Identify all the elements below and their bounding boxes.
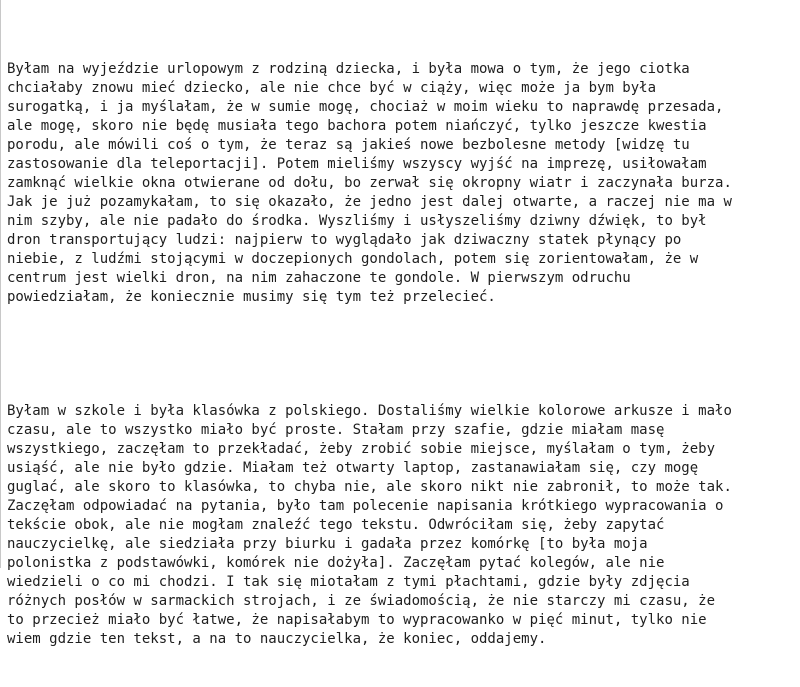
text-line: Jak je już pozamykałam, to się okazało, że jedno jest dalej otwarte, a raczej nie ma w bbox=[7, 194, 732, 210]
text-line: polonistka z podstawówki, komórek nie dożyła]. Zaczęłam pytać kolegów, ale nie bbox=[7, 555, 665, 571]
paragraph-gap bbox=[7, 345, 797, 364]
text-line: nim szyby, ale nie padało do środka. Wyszliśmy i usłyszeliśmy dziwny dźwięk, to był bbox=[7, 213, 707, 229]
text-line: zamknąć wielkie okna otwierane od dołu, bo zerwał się okropny wiatr i zaczynała burza. bbox=[7, 175, 732, 191]
text-line: Zaczęłam odpowiadać na pytania, było tam polecenie napisania krótkiego wypracowania o bbox=[7, 498, 724, 514]
text-content[interactable] bbox=[7, 22, 797, 687]
text-line: Byłam w szkole i była klasówka z polskiego. Dostaliśmy wielkie kolorowe arkusze i mało bbox=[7, 403, 732, 419]
text-line: guglać, ale skoro to klasówka, to chyba nie, ale skoro nikt nie zabronił, to może tak. bbox=[7, 479, 732, 495]
text-line: wszystkiego, zaczęłam to przekładać, żeby zrobić sobie miejsce, myślałam o tym, żeby bbox=[7, 441, 716, 457]
text-line: ale mogę, skoro nie będę musiała tego bachora potem niańczyć, tylko jeszcze kwestia bbox=[7, 118, 707, 134]
text-line: wiedzieli o co mi chodzi. I tak się miotałam z tymi płachtami, gdzie były zdjęcia bbox=[7, 574, 690, 590]
text-line: powiedziałam, że koniecznie musimy się tym też przelecieć. bbox=[7, 289, 496, 305]
text-line: wiem gdzie ten tekst, a na to nauczycielka, że koniec, oddajemy. bbox=[7, 631, 547, 647]
text-line: porodu, ale mówili coś o tym, że teraz są jakieś nowe bezbolesne metody [widzę tu bbox=[7, 137, 690, 153]
text-line: nauczycielkę, ale siedziała przy biurku i gadała przez komórkę [to była moja bbox=[7, 536, 648, 552]
text-line: Byłam na wyjeździe urlopowym z rodziną dziecka, i była mowa o tym, że jego ciotka bbox=[7, 61, 690, 77]
text-line: centrum jest wielki dron, na nim zahaczone te gondole. W pierwszym odruchu bbox=[7, 270, 631, 286]
text-line: czasu, ale to wszystko miało być proste. Stałam przy szafie, gdzie miałam masę bbox=[7, 422, 665, 438]
text-line: zastosowanie dla teleportacji]. Potem mieliśmy wszyscy wyjść na imprezę, usiłowałam bbox=[7, 156, 707, 172]
text-line: dron transportujący ludzi: najpierw to wyglądało jak dziwaczny statek płynący po bbox=[7, 232, 682, 248]
text-line: tekście obok, ale nie mogłam znaleźć tego tekstu. Odwróciłam się, żeby zapytać bbox=[7, 517, 665, 533]
text-line: różnych posłów w sarmackich strojach, i ze świadomością, że nie starczy mi czasu, że bbox=[7, 593, 716, 609]
text-line: to przecież miało być łatwe, że napisałabym to wypracowanko w pięć minut, tylko nie bbox=[7, 612, 707, 628]
text-line: niebie, z ludźmi stojącymi w doczepionych gondolach, potem się zorientowałam, że w bbox=[7, 251, 699, 267]
text-line: chciałaby znowu mieć dziecko, ale nie chce być w ciąży, więc może ja bym była bbox=[7, 80, 657, 96]
text-line: usiąść, ale nie było gdzie. Miałam też otwarty laptop, zastanawiałam się, czy mogę bbox=[7, 460, 699, 476]
paragraph-1 bbox=[7, 60, 797, 307]
text-line: surogatką, i ja myślałam, że w sumie mogę, chociaż w moim wieku to naprawdę przesada, bbox=[7, 99, 724, 115]
paragraph-2 bbox=[7, 402, 797, 649]
